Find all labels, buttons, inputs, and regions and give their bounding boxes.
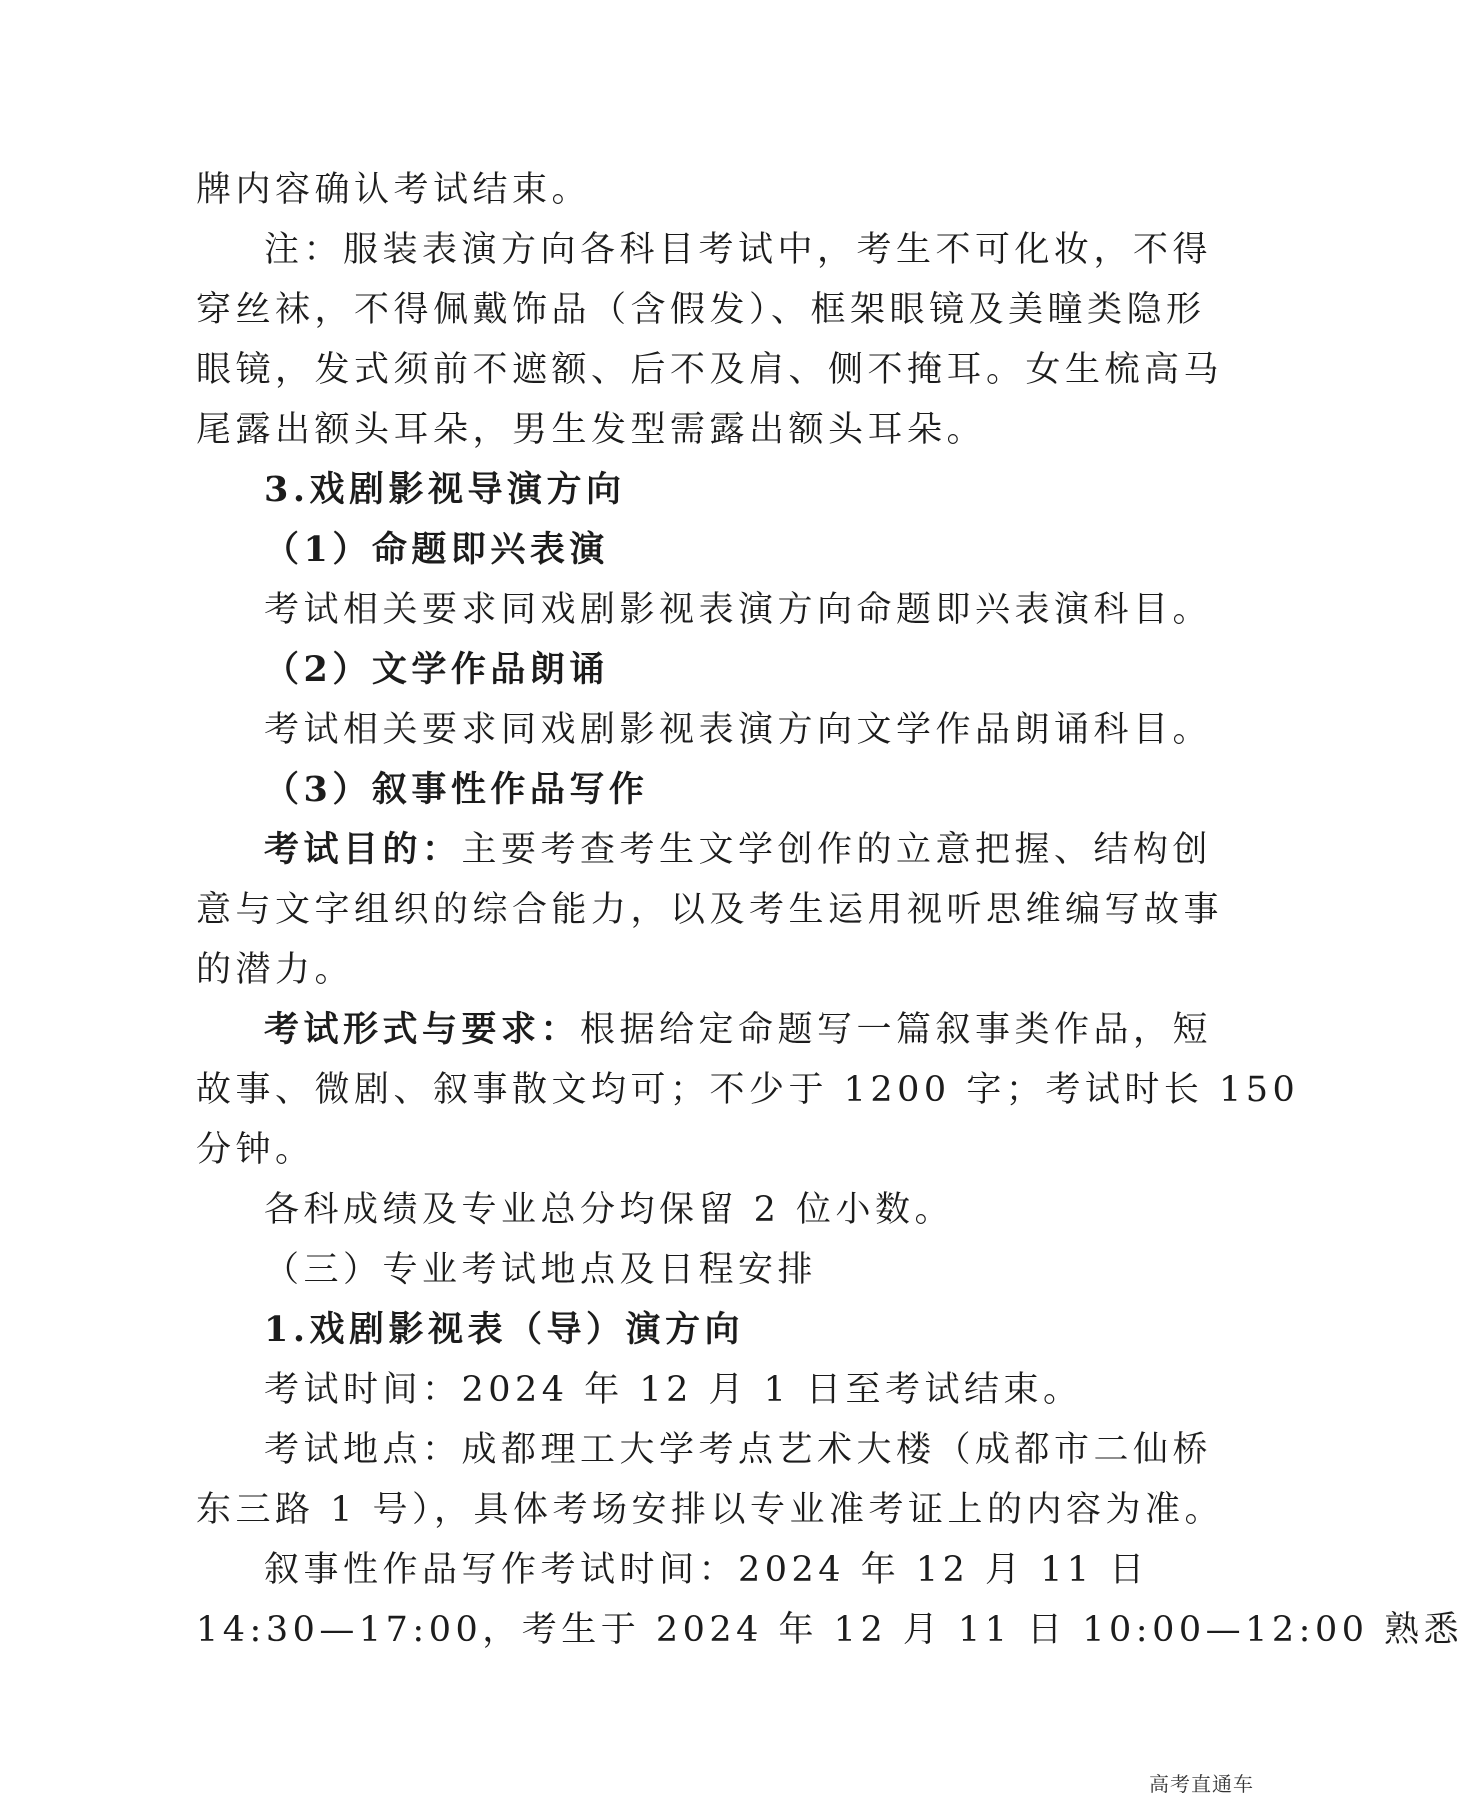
paragraph-line: 各科成绩及专业总分均保留 2 位小数。: [264, 1190, 955, 1230]
paragraph-line: [264, 1008, 1213, 1052]
paragraph-line: 眼镜，发式须前不遮额、后不及肩、侧不掩耳。女生梳高马: [196, 350, 1224, 390]
section-heading: 3.戏剧影视导演方向: [264, 469, 626, 510]
section-heading: （三）专业考试地点及日程安排: [264, 1250, 818, 1290]
paragraph-line: 考试相关要求同戏剧影视表演方向文学作品朗诵科目。: [264, 710, 1213, 750]
paragraph-line: 的潜力。: [196, 950, 355, 990]
paragraph-line: 尾露出额头耳朵，男生发型需露出额头耳朵。: [196, 410, 987, 450]
subsection-heading: （3）叙事性作品写作: [264, 769, 649, 810]
subsection-heading: （2）文学作品朗诵: [264, 649, 609, 690]
subsection-heading: 1.戏剧影视表（导）演方向: [264, 1309, 745, 1350]
subsection-heading: （1）命题即兴表演: [264, 529, 609, 570]
exam-purpose-text: 主要考查考生文学创作的立意把握、结构创: [461, 830, 1213, 870]
exam-purpose-label: 考试目的：: [264, 829, 462, 870]
paragraph-line: 意与文字组织的综合能力，以及考生运用视听思维编写故事: [196, 890, 1224, 930]
paragraph-line: 考试相关要求同戏剧影视表演方向命题即兴表演科目。: [264, 590, 1213, 630]
paragraph-line: 考试时间：2024 年 12 月 1 日至考试结束。: [264, 1370, 1083, 1410]
watermark-text: 高考直通车: [1149, 1772, 1254, 1796]
paragraph-line: 叙事性作品写作考试时间：2024 年 12 月 11 日: [264, 1550, 1149, 1590]
paragraph-line: 东三路 1 号），具体考场安排以专业准考证上的内容为准。: [196, 1490, 1225, 1530]
paragraph-line: 分钟。: [196, 1130, 315, 1170]
note-line: 注：服装表演方向各科目考试中，考生不可化妆，不得: [264, 230, 1213, 270]
paragraph-line: 考试地点：成都理工大学考点艺术大楼（成都市二仙桥: [264, 1430, 1213, 1470]
exam-form-text: 根据给定命题写一篇叙事类作品，短: [580, 1010, 1213, 1050]
paragraph-line: 牌内容确认考试结束。: [196, 170, 592, 210]
paragraph-line: 穿丝袜，不得佩戴饰品（含假发）、框架眼镜及美瞳类隐形: [196, 290, 1206, 330]
exam-form-label: 考试形式与要求：: [264, 1009, 581, 1050]
paragraph-line: [264, 828, 1213, 872]
paragraph-line: 14:30—17:00，考生于 2024 年 12 月 11 日 10:00—12:00 熟悉: [196, 1610, 1463, 1650]
paragraph-line: 故事、微剧、叙事散文均可；不少于 1200 字；考试时长 150: [196, 1070, 1300, 1110]
